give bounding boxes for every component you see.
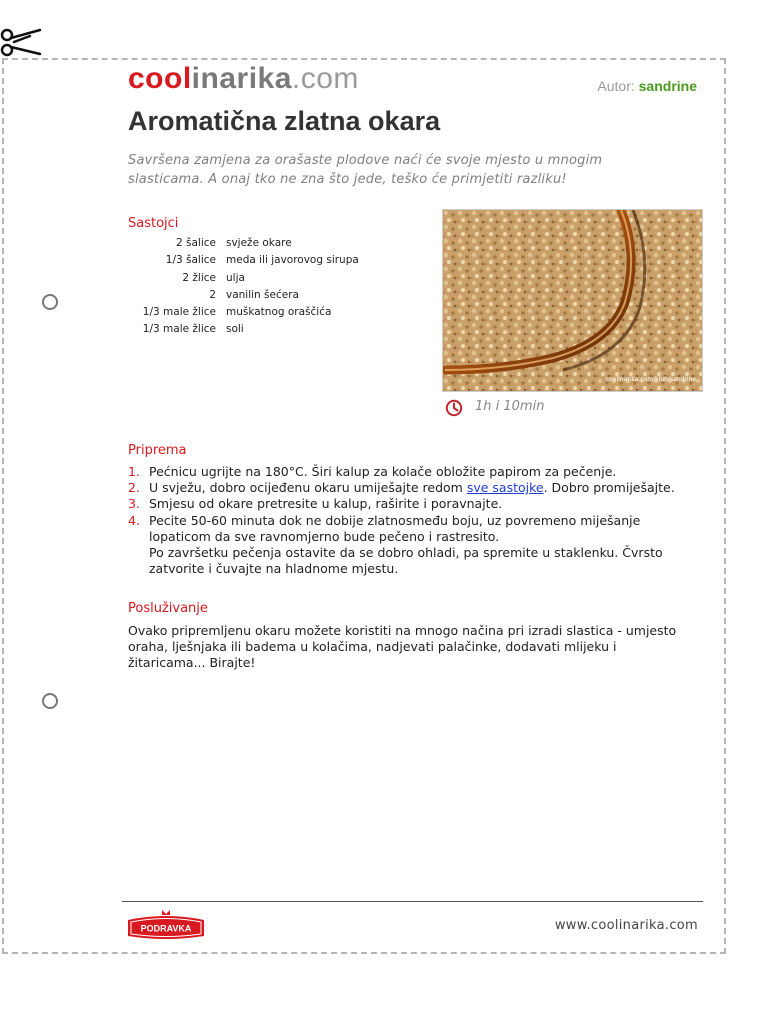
- step-item: [128, 464, 688, 480]
- preparation-heading: Priprema: [128, 443, 187, 458]
- ingredient-row: [128, 306, 359, 323]
- ingredient-row: [128, 323, 359, 340]
- prep-time: 1h i 10min: [475, 399, 545, 414]
- step-item: [128, 480, 688, 496]
- ingredient-name: svježe okare: [226, 237, 292, 249]
- footer-website[interactable]: www.coolinarika.com: [554, 918, 698, 933]
- recipe-title: Aromatična zlatna okara: [128, 106, 441, 136]
- ingredient-name: muškatnog oraščića: [226, 306, 332, 319]
- ingredient-name: meda ili javorovog sirupa: [226, 254, 359, 267]
- step-text: Smjesu od okare pretresite u kalup, raširite i poravnajte.: [149, 496, 503, 512]
- author-label: Autor:: [597, 78, 635, 94]
- ingredient-name: ulja: [226, 271, 245, 284]
- step-text: Pecite 50-60 minuta dok ne dobije zlatnosmeđu boju, uz povremeno miješanje lopaticom da sve ravnomjerno bude pečeno i rastresito.: [149, 512, 641, 544]
- recipe-photo: [442, 209, 703, 392]
- serving-heading: Posluživanje: [128, 601, 208, 616]
- step-item: [128, 496, 688, 512]
- ingredient-row: [128, 254, 359, 271]
- author-name[interactable]: sandrine: [638, 78, 697, 94]
- serving-text: Ovako pripremljenu okaru možete koristiti na mnogo načina pri izradi slastica - umjesto oraha, lješnjaka ili badema u kolačima, nadjevati palačinke, dodavati mlijeku i žitaricama... Birajte!: [128, 623, 677, 671]
- ingredient-qty: 1/3 šalice: [165, 254, 216, 267]
- ingredients-list: [128, 237, 359, 341]
- clock-icon: [445, 399, 463, 417]
- ingredient-name: soli: [226, 323, 244, 336]
- ingredient-qty: 2 šalice: [176, 237, 216, 249]
- all-ingredients-link[interactable]: sve sastojke: [466, 480, 544, 496]
- step-text: Po završetku pečenja ostavite da se dobro ohladi, pa spremite u staklenku. Čvrsto zatvorite i čuvajte na hladnome mjestu.: [149, 545, 663, 577]
- step-number: 4.: [128, 512, 140, 528]
- preparation-steps: [128, 464, 688, 577]
- step-number: 1.: [128, 464, 140, 479]
- ingredient-qty: 1/3 male žlice: [142, 323, 216, 336]
- punch-hole-icon: [42, 693, 58, 709]
- ingredient-row: [128, 237, 359, 254]
- step-number: 3.: [128, 496, 140, 512]
- step-text: U svježu, dobro ocijeđenu okaru umiješajte redom: [149, 480, 467, 496]
- ingredients-heading: Sastojci: [128, 216, 179, 231]
- recipe-intro: Savršena zamjena za orašaste plodove naći će svoje mjesto u mnogim slasticama. A onaj tko ne zna što jede, teško će primjetiti razliku!: [128, 153, 603, 187]
- footer-divider: [122, 901, 703, 902]
- scissors-icon: [0, 24, 44, 60]
- punch-hole-icon: [42, 294, 58, 310]
- step-number: 2.: [128, 480, 140, 496]
- ingredient-row: [128, 272, 359, 289]
- ingredient-row: [128, 289, 359, 306]
- author-line: [597, 78, 697, 94]
- step-text: . Dobro promiješajte.: [543, 480, 675, 496]
- ingredient-name: vanilin šećera: [226, 288, 299, 301]
- step-item: [128, 513, 688, 578]
- ingredient-qty: 2: [209, 288, 216, 301]
- step-text: Pećnicu ugrijte na 180°C. Širi kalup za kolače obložite papirom za pečenje.: [149, 464, 617, 479]
- ingredient-qty: 2 žlice: [182, 271, 216, 284]
- podravka-logo: [126, 908, 206, 942]
- site-logo: coolinarika.com: [128, 62, 359, 95]
- ingredient-qty: 1/3 male žlice: [142, 306, 216, 319]
- svg-text:PODRAVKA: PODRAVKA: [140, 923, 192, 934]
- photo-credit: coolinarika.com/klub/sandrine: [605, 376, 696, 383]
